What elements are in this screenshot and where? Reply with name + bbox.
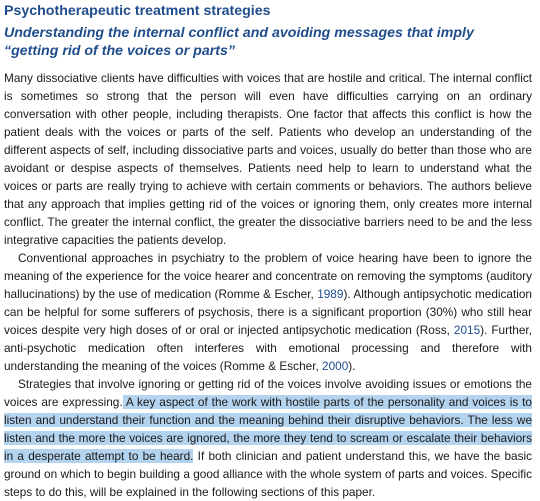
citation-link[interactable]: 2015 bbox=[453, 323, 481, 337]
paragraph-2-text: ). Further, anti-psychotic medication often interferes with emotional processing and therefore with understanding the meaning of the voices (Romme & Escher, bbox=[4, 323, 532, 373]
paragraph-3 bbox=[4, 375, 532, 501]
paragraph-2-text: Conventional approaches in psychiatry to the problem of voice hearing have been to ignore the meaning of the experience for the voice hearer and concentrate on removing the symptoms (auditory hallucinations) by the use of medication (Romme & Escher, bbox=[4, 251, 532, 301]
citation-link[interactable]: 1989 bbox=[317, 287, 344, 301]
paragraph-1: Many dissociative clients have difficulties with voices that are hostile and critical. The internal conflict is sometimes so strong that the person will even have difficulties carrying on an ordinary conversation with other people, including therapists. One factor that affects this conflict is how the patient deals with the voices or parts of the self. Patients who develop an understanding of the different aspects of self, including dissociative parts and voices, usually do better than those who are avoidant or despise aspects of themselves. Patients need help to learn to understand what the voices or parts are really trying to achieve with certain comments or behaviors. The authors believe that any approach that implies getting rid of the voices or ignoring them, only creates more internal conflict. The greater the internal conflict, the greater the dissociative barriers need to be and the less integrative capacities the patients develop. bbox=[4, 71, 532, 247]
section-title: Psychotherapeutic treatment strategies bbox=[4, 3, 271, 19]
paragraph-3-text: Strategies that involve ignoring or getting rid of the voices involve avoiding issues or emotions the voices are expressing. bbox=[4, 377, 532, 409]
citation-link[interactable]: 2000 bbox=[322, 359, 349, 373]
subsection-title: Understanding the internal conflict and avoiding messages that imply “getting rid of the voices or parts” bbox=[4, 25, 474, 59]
highlighted-text[interactable]: A key aspect of the work with hostile parts of the personality and voices is to listen and understand their function and the meaning behind their disruptive behaviors. The less we listen and the more the voices are ignored, the more they tend to scream or escalate their behaviors in a desperate attempt to be heard. bbox=[4, 395, 532, 463]
paragraph-2 bbox=[4, 249, 532, 375]
paragraph-3-text: If both clinician and patient understand this, we have the basic ground on which to begin building a good alliance with the whole system of parts and voices. Specific steps to do this, will be explained in the following sections of this paper. bbox=[4, 449, 532, 499]
paragraph-2-text: ). bbox=[348, 359, 356, 373]
paragraph-2-text: ). Although antipsychotic medication can be helpful for some sufferers of psychosis, there is a significant proportion (30%) who still hear voices despite very high doses of or oral or injected antipsychotic medication (Ross, bbox=[4, 287, 532, 337]
article-body bbox=[4, 69, 532, 501]
